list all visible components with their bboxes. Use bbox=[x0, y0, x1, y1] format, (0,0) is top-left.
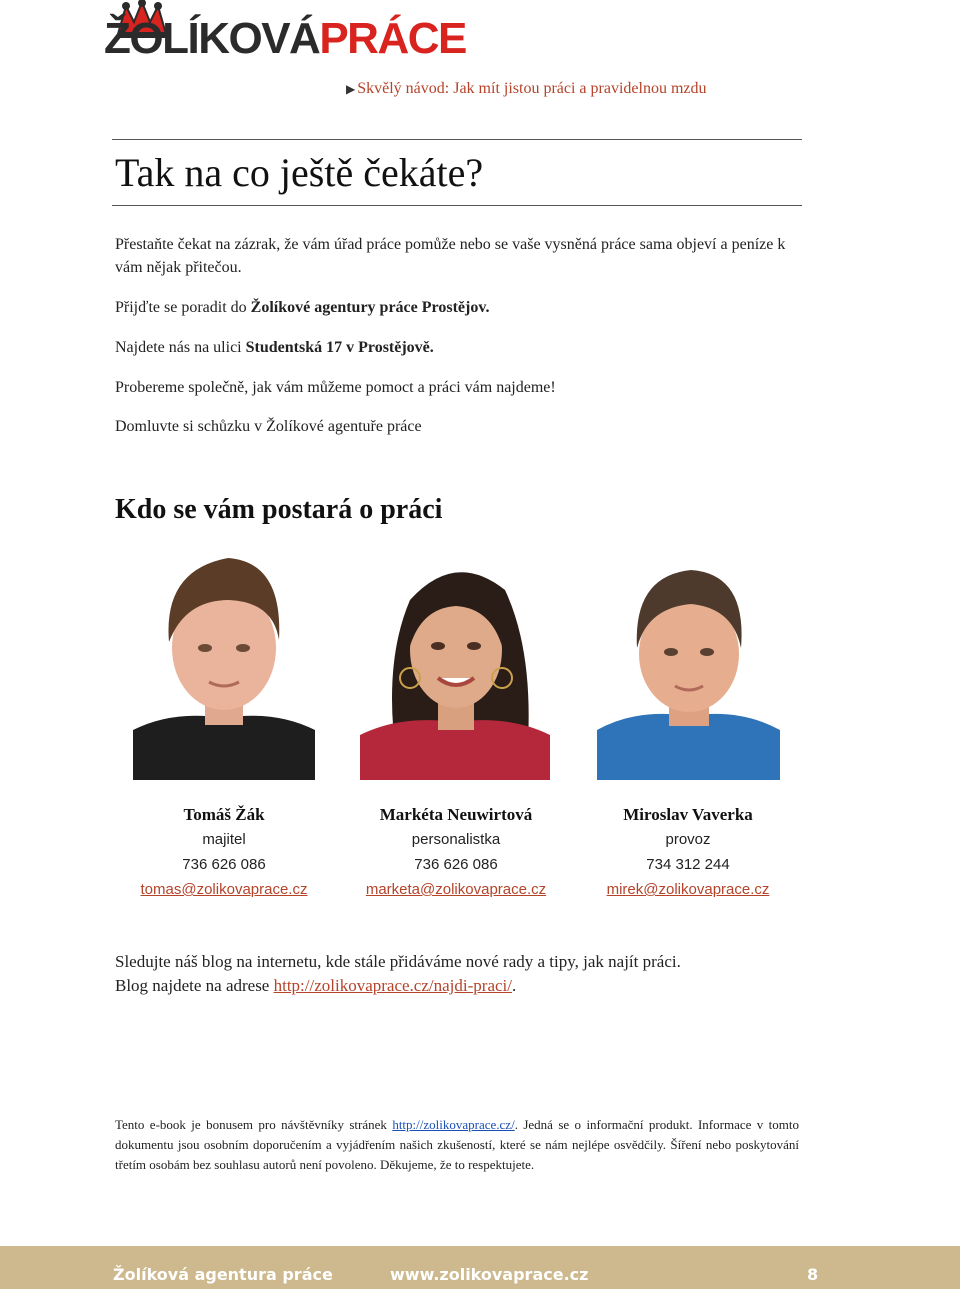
guide-title-text: Skvělý návod: Jak mít jistou práci a pravidelnou mzdu bbox=[357, 80, 707, 97]
person-role: majitel bbox=[202, 831, 246, 848]
person-card-miroslav bbox=[568, 803, 808, 902]
person-phone: 734 312 244 bbox=[646, 856, 730, 873]
person-email-link[interactable]: mirek@zolikovaprace.cz bbox=[606, 881, 770, 898]
play-triangle-icon: ▶ bbox=[346, 82, 356, 96]
page-footer bbox=[0, 1246, 960, 1289]
logo-text-dark: ŽOLÍKOVÁ bbox=[104, 14, 320, 63]
person-name: Miroslav Vaverka bbox=[623, 805, 753, 824]
person-role: personalistka bbox=[411, 831, 501, 848]
page-title: Tak na co ještě čekáte? bbox=[115, 150, 484, 195]
person-email-link[interactable]: marketa@zolikovaprace.cz bbox=[365, 881, 547, 898]
logo-text-red: PRÁCE bbox=[319, 14, 466, 63]
person-role: provoz bbox=[665, 831, 711, 848]
appointment-paragraph: Domluvte si schůzku v Žolíkové agentuře práce bbox=[115, 418, 422, 435]
header-divider bbox=[112, 139, 802, 140]
person-card-marketa bbox=[336, 803, 576, 902]
help-paragraph: Probereme společně, jak vám můžeme pomoct a práci vám najdeme! bbox=[115, 379, 556, 396]
photo-tomas bbox=[133, 550, 315, 780]
agency-name: Žolíkové agentury práce Prostějov. bbox=[250, 299, 490, 316]
footer-website: www.zolikovaprace.cz bbox=[390, 1265, 589, 1284]
website-url-link[interactable]: http://zolikovaprace.cz/ bbox=[392, 1117, 515, 1132]
team-heading: Kdo se vám postará o práci bbox=[115, 494, 443, 525]
person-name: Markéta Neuwirtová bbox=[379, 805, 533, 824]
page-number: 8 bbox=[807, 1265, 819, 1284]
person-phone: 736 626 086 bbox=[182, 856, 266, 873]
footer-brand: Žolíková agentura práce bbox=[113, 1265, 333, 1284]
blog-paragraph: Sledujte náš blog na internetu, kde stále přidáváme nové rady a tipy, jak najít práci. Blog najdete na adrese http://zolikovaprace.cz/najdi-praci/. bbox=[115, 952, 681, 995]
blog-url-link[interactable]: http://zolikovaprace.cz/najdi-praci/ bbox=[273, 976, 512, 995]
title-divider bbox=[112, 205, 802, 206]
guide-title-link[interactable] bbox=[346, 80, 707, 98]
logo bbox=[104, 2, 466, 68]
person-card-tomas bbox=[104, 803, 344, 902]
photo-marketa bbox=[360, 550, 550, 780]
intro-paragraph: Přestaňte čekat na zázrak, že vám úřad práce pomůže nebo se vaše vysněná práce sama objeví a peníze k vám nějak přitečou. bbox=[115, 236, 786, 276]
address: Studentská 17 v Prostějově. bbox=[245, 339, 434, 356]
person-name: Tomáš Žák bbox=[183, 805, 265, 824]
person-phone: 736 626 086 bbox=[414, 856, 498, 873]
address-paragraph: Najdete nás na ulici Studentská 17 v Prostějově. bbox=[115, 339, 434, 356]
disclaimer-paragraph: Tento e-book je bonusem pro návštěvníky stránek http://zolikovaprace.cz/. Jedná se o informační produkt. Informace v tomto dokumentu jsou osobním doporučením a vyjádřením našich zkušeností, které se nám nejlépe osvědčily. Šíření nebo poskytování třetím osobám bez souhlasu autorů není povoleno. Děkujeme, že to respektujete. bbox=[115, 1117, 800, 1172]
photo-miroslav bbox=[597, 550, 780, 780]
blog-line-1: Sledujte náš blog na internetu, kde stále přidáváme nové rady a tipy, jak najít práci. bbox=[115, 952, 681, 971]
person-email-link[interactable]: tomas@zolikovaprace.cz bbox=[140, 881, 308, 898]
visit-paragraph: Přijďte se poradit do Žolíkové agentury práce Prostějov. bbox=[115, 299, 490, 316]
